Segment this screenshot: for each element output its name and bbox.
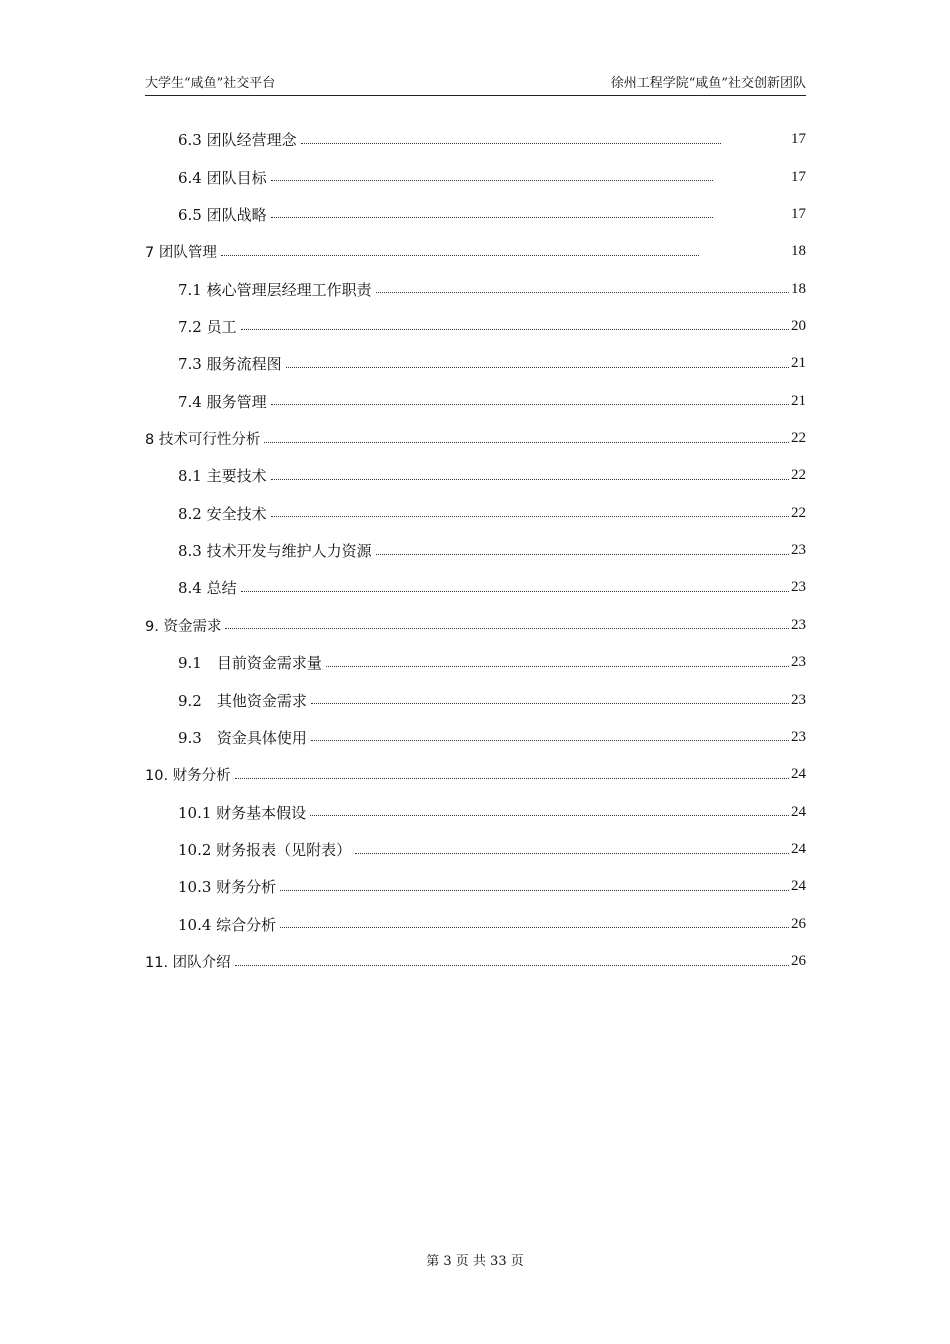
toc-entry-page-number: 20 — [791, 317, 806, 334]
toc-entry[interactable] — [145, 943, 806, 980]
toc-entry[interactable] — [145, 196, 806, 233]
toc-dot-leader — [326, 665, 789, 667]
toc-entry-page-number: 18 — [791, 243, 806, 260]
toc-entry-label: 7.1 核心管理层经理工作职责 — [178, 280, 372, 299]
toc-dot-leader — [241, 590, 789, 592]
toc-entry-page-number: 22 — [791, 430, 806, 447]
toc-dot-leader — [271, 403, 789, 405]
toc-entry-label: 8.4 总结 — [178, 579, 237, 598]
toc-entry-page-number: 26 — [791, 953, 806, 970]
toc-entry-label: 8.1 主要技术 — [178, 467, 267, 486]
toc-entry[interactable] — [145, 233, 806, 270]
toc-entry[interactable] — [145, 756, 806, 793]
toc-entry-label: 9.3 资金具体使用 — [178, 728, 307, 747]
toc-entry-page-number: 23 — [791, 691, 806, 708]
toc-entry[interactable] — [145, 719, 806, 756]
toc-dot-leader — [286, 366, 789, 368]
toc-entry-page-number: 23 — [791, 728, 806, 745]
toc-entry-label: 6.5 团队战略 — [178, 205, 267, 224]
toc-entry[interactable] — [145, 345, 806, 382]
toc-entry-label: 9. 资金需求 — [145, 618, 222, 635]
toc-entry-label: 10.4 综合分析 — [178, 915, 277, 934]
toc-dot-leader — [221, 254, 699, 256]
toc-entry-label: 10. 财务分析 — [145, 768, 231, 785]
toc-entry[interactable] — [145, 270, 806, 307]
header-left-title: 大学生“咸鱼”社交平台 — [145, 76, 276, 91]
toc-entry-page-number: 24 — [791, 803, 806, 820]
toc-dot-leader — [376, 291, 789, 293]
toc-entry-label: 10.2 财务报表（见附表） — [178, 841, 352, 859]
toc-entry[interactable] — [145, 532, 806, 569]
toc-dot-leader — [271, 216, 713, 218]
toc-dot-leader — [235, 777, 789, 779]
header-right-title: 徐州工程学院“咸鱼”社交创新团队 — [610, 76, 806, 91]
toc-entry[interactable] — [145, 383, 806, 420]
toc-dot-leader — [271, 515, 789, 517]
toc-entry-page-number: 17 — [791, 168, 806, 185]
toc-dot-leader — [301, 142, 721, 144]
toc-entry[interactable] — [145, 906, 806, 943]
toc-entry-label: 7.2 员工 — [178, 317, 237, 336]
toc-entry[interactable] — [145, 793, 806, 830]
toc-dot-leader — [235, 964, 789, 966]
toc-dot-leader — [310, 814, 789, 816]
toc-dot-leader — [280, 926, 789, 928]
toc-entry-page-number: 24 — [791, 841, 806, 857]
toc-entry-label: 9.1 目前资金需求量 — [178, 654, 322, 673]
header-divider — [145, 95, 806, 96]
toc-entry-page-number: 21 — [791, 355, 806, 372]
toc-entry-label: 10.1 财务基本假设 — [178, 803, 307, 822]
toc-entry[interactable] — [145, 868, 806, 905]
toc-entry-page-number: 26 — [791, 915, 806, 932]
toc-entry-page-number: 18 — [791, 280, 806, 297]
toc-dot-leader — [311, 739, 789, 741]
toc-entry-page-number: 17 — [791, 131, 806, 148]
toc-entry-page-number: 22 — [791, 504, 806, 521]
toc-dot-leader — [376, 553, 789, 555]
toc-dot-leader — [280, 889, 789, 891]
toc-entry-label: 8.2 安全技术 — [178, 504, 267, 523]
table-of-contents — [145, 121, 806, 980]
toc-entry-label: 8 技术可行性分析 — [145, 432, 261, 449]
toc-entry[interactable] — [145, 569, 806, 606]
toc-dot-leader — [311, 702, 789, 704]
toc-entry-label: 9.2 其他资金需求 — [178, 691, 307, 710]
toc-dot-leader — [241, 328, 789, 330]
toc-entry[interactable] — [145, 457, 806, 494]
toc-entry-label: 8.3 技术开发与维护人力资源 — [178, 542, 372, 561]
page-header — [145, 72, 806, 92]
toc-entry-label: 6.3 团队经营理念 — [178, 131, 297, 150]
toc-entry-label: 10.3 财务分析 — [178, 878, 277, 897]
toc-entry[interactable] — [145, 644, 806, 681]
toc-entry[interactable] — [145, 495, 806, 532]
toc-entry-page-number: 23 — [791, 542, 806, 559]
toc-entry-page-number: 17 — [791, 205, 806, 222]
toc-entry[interactable] — [145, 308, 806, 345]
toc-entry[interactable] — [145, 121, 806, 158]
toc-dot-leader — [271, 478, 789, 480]
toc-entry-page-number: 24 — [791, 766, 806, 783]
toc-entry-label: 11. 团队介绍 — [145, 955, 231, 972]
toc-entry-page-number: 24 — [791, 878, 806, 895]
toc-dot-leader — [225, 627, 789, 629]
toc-entry[interactable] — [145, 158, 806, 195]
toc-entry-page-number: 23 — [791, 579, 806, 596]
toc-dot-leader — [271, 179, 713, 181]
toc-entry[interactable] — [145, 420, 806, 457]
page-footer: 第 3 页 共 33 页 — [426, 1254, 524, 1269]
toc-entry-label: 7.3 服务流程图 — [178, 355, 282, 374]
toc-dot-leader — [264, 441, 789, 443]
toc-entry[interactable] — [145, 607, 806, 644]
toc-entry[interactable] — [145, 831, 806, 868]
toc-entry-page-number: 22 — [791, 467, 806, 484]
toc-dot-leader — [355, 852, 789, 854]
toc-entry-label: 7.4 服务管理 — [178, 392, 267, 411]
toc-entry-page-number: 23 — [791, 616, 806, 633]
toc-entry-page-number: 23 — [791, 654, 806, 671]
toc-entry[interactable] — [145, 681, 806, 718]
toc-entry-label: 6.4 团队目标 — [178, 168, 267, 187]
toc-entry-page-number: 21 — [791, 392, 806, 409]
toc-entry-label: 7 团队管理 — [145, 245, 217, 262]
